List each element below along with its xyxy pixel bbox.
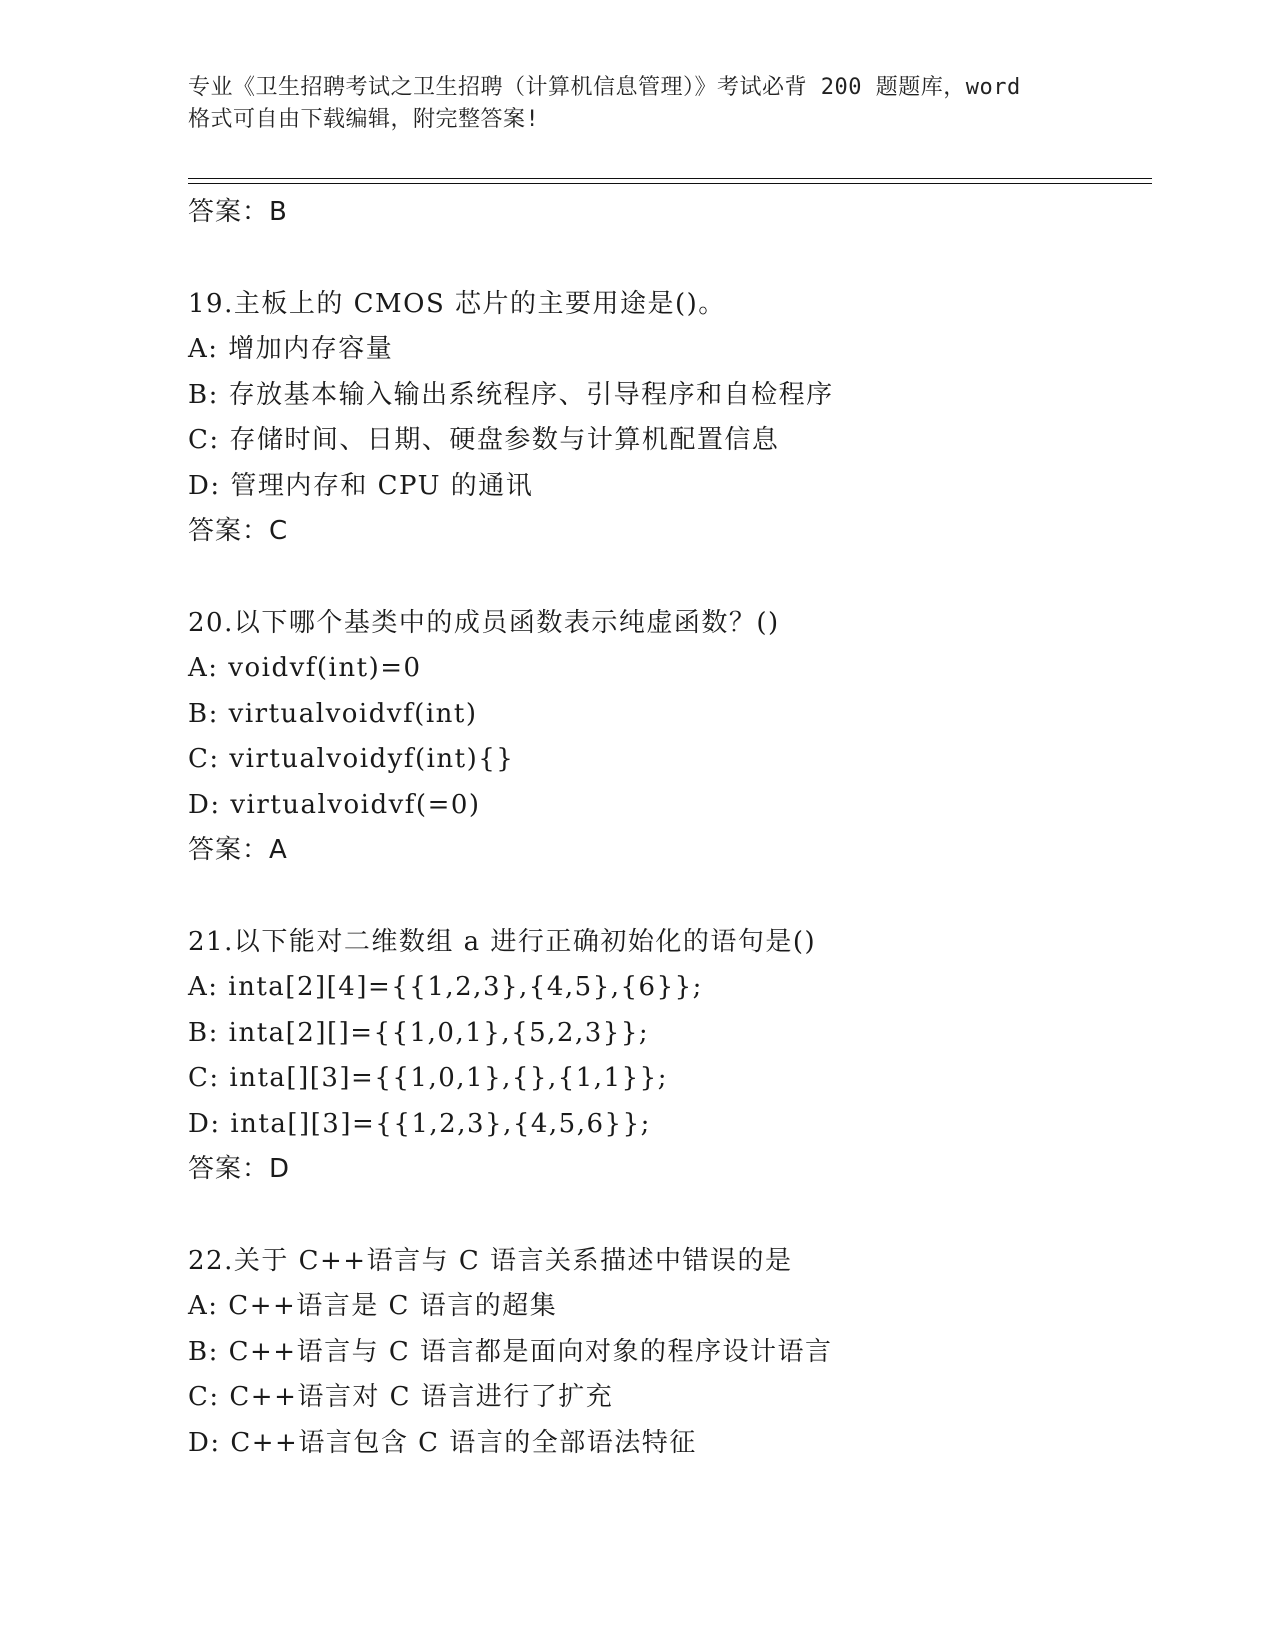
header-rule-bottom: [188, 183, 1152, 184]
header-line-1: 专业《卫生招聘考试之卫生招聘（计算机信息管理）》考试必背 200 题题库，word: [188, 75, 1021, 100]
question-stem: 21.以下能对二维数组 a 进行正确初始化的语句是(): [188, 926, 817, 957]
option-b: B: inta[2][]={{1,0,1},{5,2,3}};: [188, 1017, 650, 1048]
option-a: A: inta[2][4]={{1,2,3},{4,5},{6}};: [188, 972, 703, 1002]
option-c: C: C++语言对 C 语言进行了扩充: [188, 1382, 614, 1412]
spacer: [188, 555, 1152, 601]
spacer: [188, 874, 1152, 920]
answer: 答案：C: [188, 516, 289, 546]
question-stem: 19.主板上的 CMOS 芯片的主要用途是()。: [188, 288, 726, 319]
question-20: [188, 601, 1152, 874]
spacer: [188, 236, 1152, 282]
option-d: D: 管理内存和 CPU 的通讯: [188, 470, 534, 501]
answer: 答案：D: [188, 1154, 291, 1184]
option-d: D: virtualvoidvf(=0): [188, 789, 481, 820]
option-b: B: 存放基本输入输出系统程序、引导程序和自检程序: [188, 379, 834, 410]
question-content: [188, 190, 1152, 1466]
question-21: [188, 920, 1152, 1193]
answer: 答案：A: [188, 835, 288, 865]
question-stem: 20.以下哪个基类中的成员函数表示纯虚函数？(): [188, 607, 780, 638]
option-c: C: inta[][3]={{1,0,1},{},{1,1}};: [188, 1063, 668, 1093]
question-19: [188, 282, 1152, 555]
question-22: [188, 1239, 1152, 1467]
option-a: A: voidvf(int)=0: [188, 653, 422, 683]
header-line-2: 格式可自由下载编辑，附完整答案!: [188, 107, 540, 132]
option-b: B: virtualvoidvf(int): [188, 698, 478, 729]
header-rule-top: [188, 178, 1152, 179]
option-a: A: 增加内存容量: [188, 334, 394, 364]
spacer: [188, 1193, 1152, 1239]
document-header: [188, 72, 1088, 136]
option-c: C: 存储时间、日期、硬盘参数与计算机配置信息: [188, 425, 780, 455]
option-b: B: C++语言与 C 语言都是面向对象的程序设计语言: [188, 1336, 833, 1367]
option-d: D: inta[][3]={{1,2,3},{4,5,6}};: [188, 1108, 651, 1139]
previous-answer: 答案：B: [188, 197, 288, 227]
option-c: C: virtualvoidyf(int){}: [188, 744, 515, 774]
option-a: A: C++语言是 C 语言的超集: [188, 1291, 558, 1321]
question-stem: 22.关于 C++语言与 C 语言关系描述中错误的是: [188, 1245, 793, 1276]
option-d: D: C++语言包含 C 语言的全部语法特征: [188, 1427, 697, 1458]
